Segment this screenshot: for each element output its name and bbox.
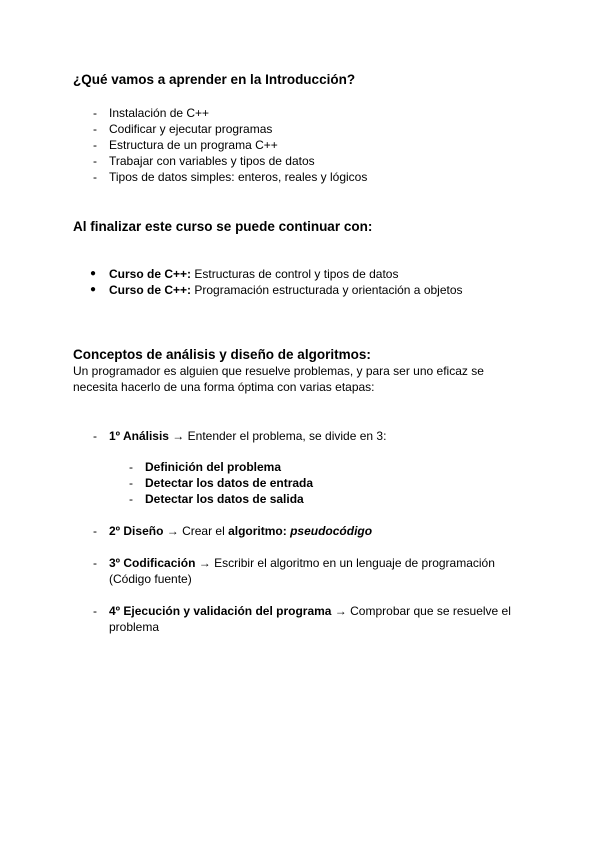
step-description: Escribir el algoritmo en un lenguaje de programación (214, 556, 495, 570)
pseudocode-label: pseudocódigo (290, 524, 373, 538)
step-description-cont: problema (109, 620, 160, 634)
step-description: Entender el problema, se divide en 3: (187, 429, 387, 443)
list-dash: - (93, 170, 97, 184)
bullet-icon: ● (90, 284, 97, 295)
arrow-icon: → (163, 524, 183, 538)
list-dash: - (93, 138, 97, 152)
list-item: Instalación de C++ (109, 106, 210, 120)
list-item: Tipos de datos simples: enteros, reales y lógicos (109, 170, 368, 184)
sub-item: Definición del problema (145, 460, 282, 474)
list-dash: - (129, 460, 133, 474)
list-dash: - (93, 154, 97, 168)
section-heading-concepts: Conceptos de análisis y diseño de algoritmos: (73, 347, 371, 362)
arrow-icon: → (195, 556, 215, 570)
list-item (109, 266, 398, 282)
course-description: Programación estructurada y orientación a objetos (191, 283, 463, 297)
section-heading-learn: ¿Qué vamos a aprender en la Introducción? (73, 72, 356, 87)
step-description-cont: (Código fuente) (109, 572, 192, 586)
list-item (109, 282, 463, 298)
intro-line: Un programador es alguien que resuelve problemas, y para ser uno eficaz se (73, 364, 484, 378)
course-label: Curso de C++: (109, 267, 192, 281)
list-item: Codificar y ejecutar programas (109, 122, 273, 136)
bullet-icon: ● (90, 268, 97, 279)
step-title: 4º Ejecución y validación del programa (109, 604, 332, 618)
list-dash: - (93, 556, 97, 570)
step-analysis (109, 428, 386, 444)
section-heading-continue: Al finalizar este curso se puede continuar con: (73, 219, 373, 234)
step-coding (109, 555, 495, 571)
step-description: Crear el (182, 524, 229, 538)
sub-item: Detectar los datos de salida (145, 492, 304, 506)
step-execution (109, 603, 511, 619)
list-item: Estructura de un programa C++ (109, 138, 278, 152)
course-description: Estructuras de control y tipos de datos (191, 267, 399, 281)
algorithm-label: algoritmo: (228, 524, 291, 538)
step-design (109, 523, 372, 539)
list-dash: - (129, 476, 133, 490)
intro-line: necesita hacerlo de una forma óptima con varias etapas: (73, 380, 375, 394)
step-title: 3º Codificación (109, 556, 196, 570)
course-label: Curso de C++: (109, 283, 192, 297)
list-item: Trabajar con variables y tipos de datos (109, 154, 315, 168)
arrow-icon: → (331, 604, 351, 618)
arrow-icon: → (168, 429, 188, 443)
sub-item: Detectar los datos de entrada (145, 476, 314, 490)
list-dash: - (93, 524, 97, 538)
list-dash: - (93, 122, 97, 136)
list-dash: - (93, 106, 97, 120)
step-title: 2º Diseño (109, 524, 164, 538)
step-title: 1º Análisis (109, 429, 169, 443)
list-dash: - (93, 429, 97, 443)
step-description: Comprobar que se resuelve el (350, 604, 511, 618)
list-dash: - (129, 492, 133, 506)
list-dash: - (93, 604, 97, 618)
